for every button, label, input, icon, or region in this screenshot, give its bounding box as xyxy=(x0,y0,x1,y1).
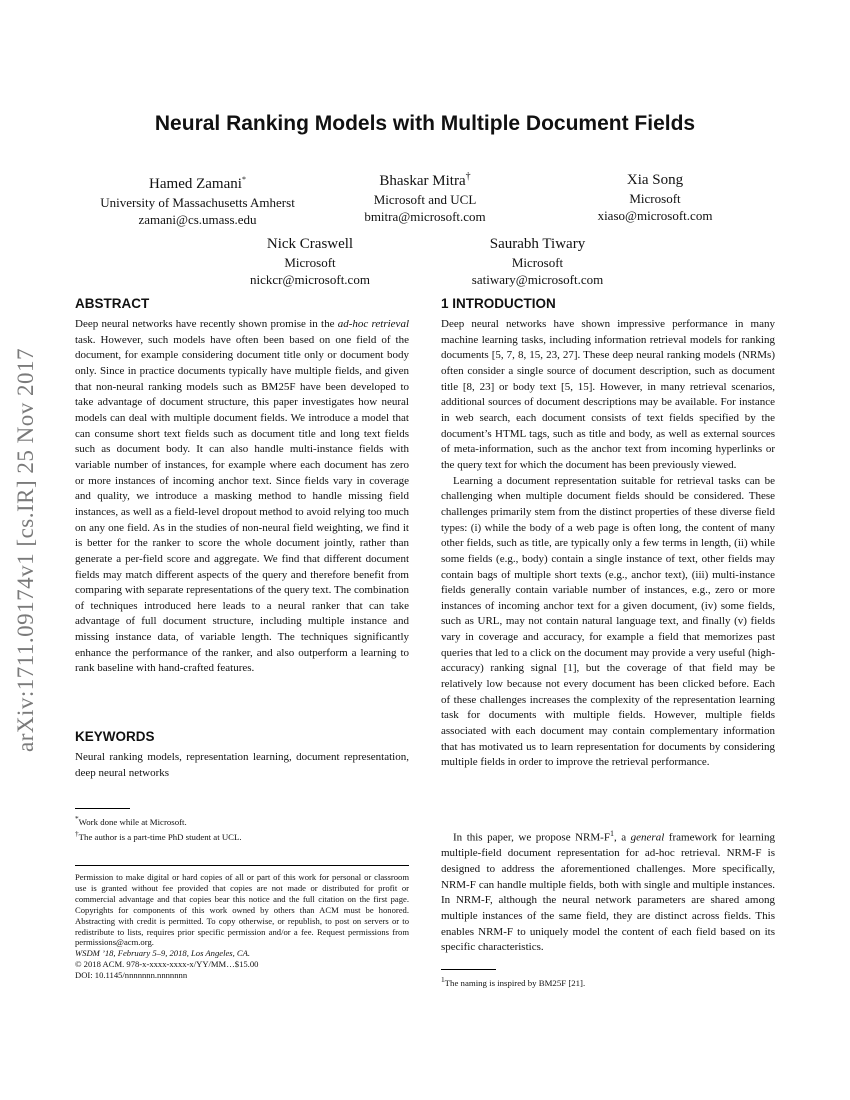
introduction-body xyxy=(441,317,775,771)
author-block-4 xyxy=(215,234,405,288)
abstract-text-rest: task. However, such models have often been based on one field of the document, for example considering document title only or document body only. Since in practice documents typically have multiple fields, and given that non-neural ranking models such as BM25F have been developed to take advantage of document structure, this paper investigates how neural models can deal with multiple document fields. We introduce a model that can consume short text fields such as document title and long text fields such as document body. It can also handle multi-instance fields with variable number of instances, for example where each document has zero or more instances of incoming anchor text. Since fields vary in coverage and quality, we introduce a masking method to handle missing field instances, as well as a field-level dropout method to avoid relying too much on any one field. As in the studies of non-neural field weighting, we find it is better for the ranker to score the whole document jointly, rather than generate a per-field score and aggregate. We find that different document fields may match different aspects of the query and therefore benefit from comparing with separate representations of the query text. The combination of techniques introduced here leads to a neural ranker that can take advantage of full document structure, including multiple instance and missing instance data, of variable length. The techniques significantly enhance the performance of the ranker, and also outperform a learning to rank baseline with hand-crafted features. xyxy=(75,333,409,675)
author-affiliation: Microsoft xyxy=(284,255,336,270)
arxiv-identifier xyxy=(6,290,46,810)
footnote-mark: † xyxy=(75,828,79,838)
intro-footnote-rule xyxy=(441,969,496,970)
abstract-text-start: Deep neural networks have recently shown promise in the xyxy=(75,318,338,330)
intro-paragraph-1: Deep neural networks have shown impressive performance in many machine learning tasks, including information retrieval models for ranking documents [5, 7, 8, 15, 23, 27]. These deep neural ranking models (NRMs) often consider a single source of document description, such as document title [8, 23] or body text [5, 15]. However, in many retrieval scenarios, additional sources of document descriptions may be available. For instance in web search, each document consists of text fields specified by the document’s HTML tags, such as title and body, as well as external sources of meta-information, such as the anchor text from incoming hyperlinks or the query text for which the document has been previously viewed. xyxy=(441,318,775,471)
intro-footnote xyxy=(441,974,775,989)
footnote-mark: * xyxy=(75,814,79,823)
abstract-body xyxy=(75,317,409,677)
author-block-2 xyxy=(330,167,520,225)
introduction-heading: 1 INTRODUCTION xyxy=(441,296,556,311)
footnote-mark: 1 xyxy=(441,975,445,984)
author-email: xiaso@microsoft.com xyxy=(597,208,713,223)
author-name: Nick Craswell xyxy=(266,236,354,252)
author-block-3 xyxy=(560,170,750,224)
intro-paragraph-2: Learning a document representation suitable for retrieval tasks can be challenging when multiple document fields should be considered. These challenges primarily stem from the distinct properties of these diverse field types: (i) while the body of a web page is often long, the content of many other fields, such as title, are typically only a few terms in length, (ii) while some fields (e.g., body) contain a single instance of text, other fields may contain bags of multiple short texts (e.g., anchor text), (iii) multi-instance fields generally contain variable number of instances, e.g., zero or more instances of incoming anchor text for a given document, (iv) some fields, such as URL, may not contain natural language text, and finally (v) fields vary in coverage and accuracy, for example a field that memorizes past queries that led to a click on the document may provide a very useful (high-accuracy) ranking signal [1], but the coverage of that field may be relatively low because not every document has been clicked before. Each of these challenges increases the complexity of the representation learning task for documents with multiple fields. However, multiple fields associated with each document may contain complementary information that has motivated us to learn representation for documents by considering multiple fields in order to improve the retrieval performance. xyxy=(441,474,775,769)
keywords-text: Neural ranking models, representation learning, document representation, deep neural networks xyxy=(75,751,409,779)
author-name: Saurabh Tiwary xyxy=(489,236,586,252)
p3-text-start: In this paper, we propose NRM-F xyxy=(453,831,610,844)
author-mark: † xyxy=(465,171,471,182)
arxiv-identifier-text: arXiv:1711.09174v1 [cs.IR] 25 Nov 2017 xyxy=(13,348,38,752)
footnote-ref: 1 xyxy=(609,829,614,838)
footnote-rule xyxy=(75,808,130,809)
footnote-text: The naming is inspired by BM25F [21]. xyxy=(444,977,586,988)
author-name: Xia Song xyxy=(626,172,684,188)
p3-text-rest: framework for learning multiple-field document representation for ad-hoc retrieval. NRM-F is designed to address the aforementioned challenges. More specifically, NRM-F can handle multiple fields, both with single and multiple instances. In NRM-F, although the neural network parameters are shared among multiple instances of the same field, they are distinct across fields. This enables NRM-F to uniquely model the content of each field based on its specific characteristics. xyxy=(441,831,775,954)
footnote-text: Work done while at Microsoft. xyxy=(78,816,187,827)
author-block-5 xyxy=(440,234,635,288)
author-affiliation: Microsoft xyxy=(511,255,564,270)
copyright-text: © 2018 ACM. 978-x-xxxx-xxxx-x/YY/MM…$15.00 xyxy=(75,959,259,970)
venue-text: WSDM ’18, February 5–9, 2018, Los Angeles, CA. xyxy=(75,948,251,959)
permission-text: Permission to make digital or hard copies of all or part of this work for personal or classroom use is granted without fee provided that copies are not made or distributed for profit or commercial advantage and that copies bear this notice and the full citation on the first page. Copyrights for components of this work owned by others than ACM must be honored. Abstracting with credit is permitted. To copy otherwise, or republish, to post on servers or to redistribute to lists, requires prior specific permission and/or a fee. Request permissions from permissions@acm.org. xyxy=(75,872,409,948)
abstract-heading: ABSTRACT xyxy=(75,296,150,311)
permission-block xyxy=(75,872,409,981)
author-name: Bhaskar Mitra xyxy=(379,173,466,189)
author-email: bmitra@microsoft.com xyxy=(364,209,486,224)
author-mark: * xyxy=(241,175,246,184)
doi-text: DOI: 10.1145/nnnnnnn.nnnnnnn xyxy=(75,970,188,981)
author-footnotes xyxy=(75,813,409,843)
p3-text-mid: , a xyxy=(613,831,631,844)
author-block-1 xyxy=(80,170,315,228)
footnote-text: The author is a part-time PhD student at UCL. xyxy=(78,831,242,842)
author-affiliation: Microsoft and UCL xyxy=(373,192,477,207)
author-email: nickcr@microsoft.com xyxy=(250,272,370,287)
author-email: satiwary@microsoft.com xyxy=(471,272,604,287)
intro-paragraph-3 xyxy=(441,826,775,956)
paper-title: Neural Ranking Models with Multiple Document Fields xyxy=(154,112,696,135)
keywords-heading: KEYWORDS xyxy=(75,729,155,744)
author-affiliation: Microsoft xyxy=(629,191,681,206)
permission-rule xyxy=(75,865,409,866)
abstract-emphasis: ad-hoc retrieval xyxy=(337,318,409,330)
author-name: Hamed Zamani xyxy=(149,176,242,192)
p3-emphasis: general xyxy=(630,831,665,844)
author-affiliation: University of Massachusetts Amherst xyxy=(100,195,295,210)
author-email: zamani@cs.umass.edu xyxy=(138,212,257,227)
